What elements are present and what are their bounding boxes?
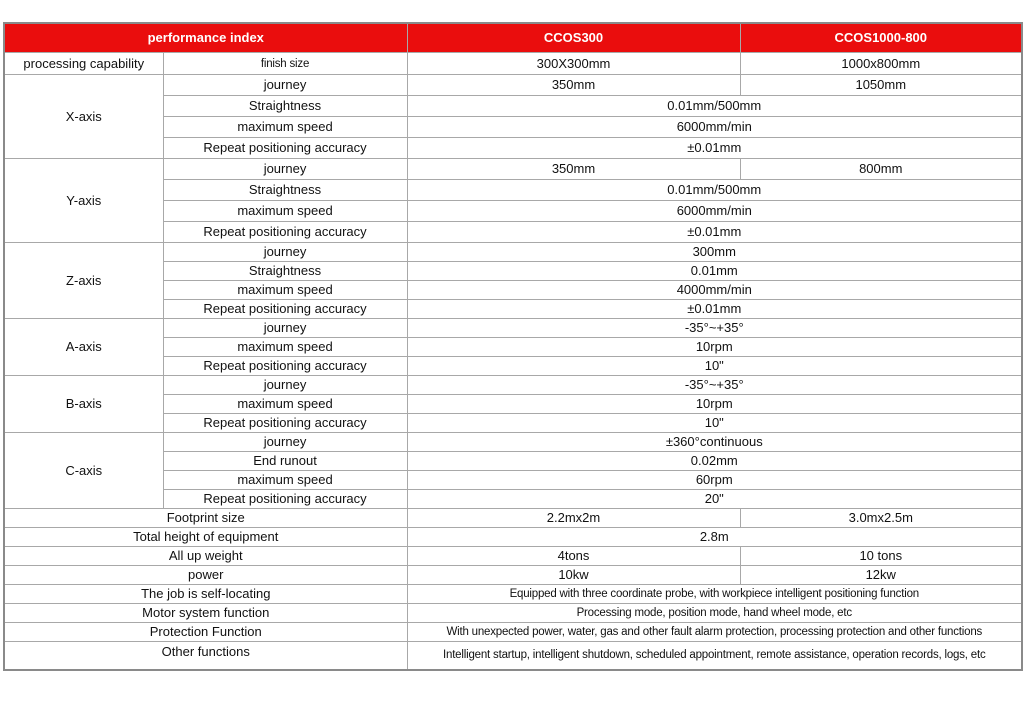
row-label: The job is self-locating: [4, 585, 407, 604]
value-cell: 10kw: [407, 566, 740, 585]
header-ccos300: CCOS300: [407, 23, 740, 53]
value-cell: With unexpected power, water, gas and other fault alarm protection, processing protection and other functions: [407, 623, 1022, 642]
group-label-b-axis: B-axis: [4, 376, 163, 433]
table-row: [4, 159, 1022, 180]
header-ccos1000-800: CCOS1000-800: [740, 23, 1022, 53]
sub-label: journey: [163, 243, 407, 262]
header-performance-index: performance index: [4, 23, 407, 53]
sub-label: Straightness: [163, 262, 407, 281]
row-label: Motor system function: [4, 604, 407, 623]
value-cell: 800mm: [740, 159, 1022, 180]
table-row: [4, 433, 1022, 452]
value-cell: 1050mm: [740, 75, 1022, 96]
table-row: [4, 547, 1022, 566]
value-cell: ±0.01mm: [407, 300, 1022, 319]
value-cell: Processing mode, position mode, hand wheel mode, etc: [407, 604, 1022, 623]
sub-label: maximum speed: [163, 281, 407, 300]
value-cell: 10rpm: [407, 395, 1022, 414]
table-row: [4, 53, 1022, 75]
value-cell: 1000x800mm: [740, 53, 1022, 75]
group-label-x-axis: X-axis: [4, 75, 163, 159]
table-row: [4, 376, 1022, 395]
row-label: power: [4, 566, 407, 585]
table-row: [4, 319, 1022, 338]
value-cell: 10": [407, 414, 1022, 433]
group-label-z-axis: Z-axis: [4, 243, 163, 319]
sub-label: maximum speed: [163, 338, 407, 357]
sub-label: Repeat positioning accuracy: [163, 490, 407, 509]
value-cell: 6000mm/min: [407, 117, 1022, 138]
value-cell: ±360°continuous: [407, 433, 1022, 452]
table-row: [4, 528, 1022, 547]
value-cell: ±0.01mm: [407, 138, 1022, 159]
row-label: Total height of equipment: [4, 528, 407, 547]
sub-label: maximum speed: [163, 471, 407, 490]
value-cell: 60rpm: [407, 471, 1022, 490]
row-label: Other functions: [4, 642, 407, 670]
table-row: [4, 585, 1022, 604]
value-cell: 3.0mx2.5m: [740, 509, 1022, 528]
sub-label: maximum speed: [163, 201, 407, 222]
value-cell: 300mm: [407, 243, 1022, 262]
value-cell: 4000mm/min: [407, 281, 1022, 300]
table-row: [4, 243, 1022, 262]
sub-label: Repeat positioning accuracy: [163, 222, 407, 243]
value-cell: 12kw: [740, 566, 1022, 585]
value-cell: 10 tons: [740, 547, 1022, 566]
value-cell: Equipped with three coordinate probe, with workpiece intelligent positioning function: [407, 585, 1022, 604]
value-cell: 0.01mm/500mm: [407, 180, 1022, 201]
row-label: Protection Function: [4, 623, 407, 642]
value-cell: 10rpm: [407, 338, 1022, 357]
value-cell: -35°~+35°: [407, 319, 1022, 338]
value-cell: 20": [407, 490, 1022, 509]
table-row: [4, 75, 1022, 96]
value-cell: ±0.01mm: [407, 222, 1022, 243]
value-cell: 0.02mm: [407, 452, 1022, 471]
header-row: [4, 23, 1022, 53]
value-cell: 2.2mx2m: [407, 509, 740, 528]
table-row: [4, 623, 1022, 642]
sub-label: Repeat positioning accuracy: [163, 357, 407, 376]
value-cell: 0.01mm: [407, 262, 1022, 281]
sub-label: finish size: [163, 53, 407, 75]
row-label: All up weight: [4, 547, 407, 566]
row-label: processing capability: [4, 53, 163, 75]
sub-label: Repeat positioning accuracy: [163, 414, 407, 433]
sub-label: journey: [163, 159, 407, 180]
value-cell: 2.8m: [407, 528, 1022, 547]
sub-label: journey: [163, 376, 407, 395]
spec-table: [3, 22, 1023, 671]
sub-label: maximum speed: [163, 395, 407, 414]
sub-label: Straightness: [163, 96, 407, 117]
value-cell: 350mm: [407, 75, 740, 96]
table-row: [4, 642, 1022, 670]
sub-label: Straightness: [163, 180, 407, 201]
value-cell: 350mm: [407, 159, 740, 180]
table-row: [4, 509, 1022, 528]
row-label: Footprint size: [4, 509, 407, 528]
group-label-c-axis: C-axis: [4, 433, 163, 509]
sub-label: Repeat positioning accuracy: [163, 138, 407, 159]
sub-label: journey: [163, 433, 407, 452]
value-cell: 300X300mm: [407, 53, 740, 75]
value-cell: -35°~+35°: [407, 376, 1022, 395]
sub-label: journey: [163, 75, 407, 96]
value-cell: 6000mm/min: [407, 201, 1022, 222]
group-label-a-axis: A-axis: [4, 319, 163, 376]
group-label-y-axis: Y-axis: [4, 159, 163, 243]
table-row: [4, 566, 1022, 585]
value-cell: 0.01mm/500mm: [407, 96, 1022, 117]
value-cell: Intelligent startup, intelligent shutdown, scheduled appointment, remote assistance, operation records, logs, etc: [407, 642, 1022, 670]
value-cell: 10": [407, 357, 1022, 376]
table-row: [4, 604, 1022, 623]
sub-label: End runout: [163, 452, 407, 471]
sub-label: maximum speed: [163, 117, 407, 138]
sub-label: Repeat positioning accuracy: [163, 300, 407, 319]
sub-label: journey: [163, 319, 407, 338]
value-cell: 4tons: [407, 547, 740, 566]
